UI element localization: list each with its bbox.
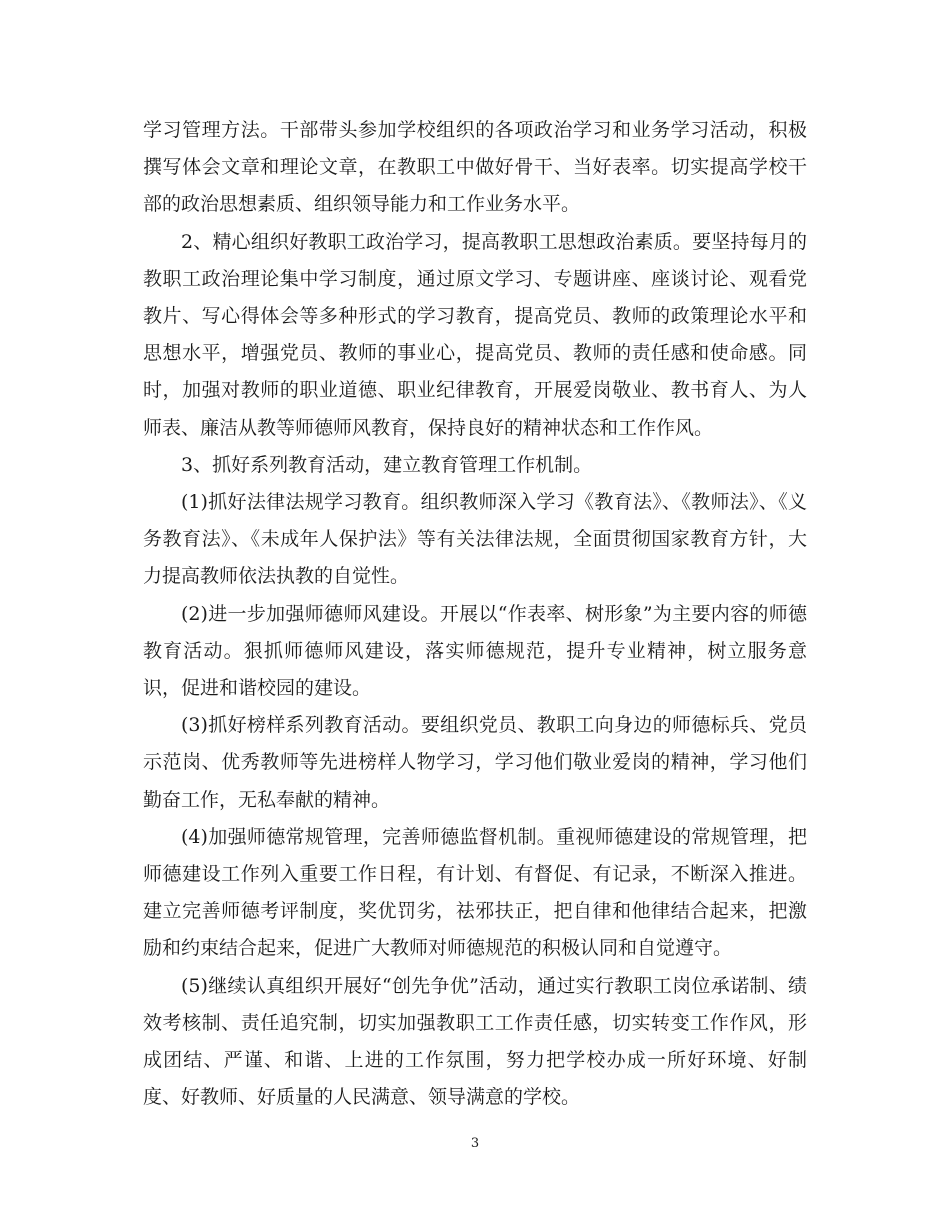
paragraph-subitem-1: (1)抓好法律法规学习教育。组织教师深入学习《教育法》、《教师法》、《义务教育法》、《未成年人保护法》等有关法律法规，全面贯彻国家教育方针，大力提高教师依法执教的自觉性。 [143, 491, 807, 588]
page-number: 3 [470, 1136, 480, 1151]
paragraph-subitem-2: (2)进一步加强师德师风建设。开展以“作表率、树形象”为主要内容的师德教育活动。狠抓师德师风建设，落实师德规范，提升专业精神，树立服务意识，促进和谐校园的建设。 [143, 602, 807, 700]
document-body [143, 112, 807, 1116]
paragraph-subitem-4: (4)加强师德常规管理，完善师德监督机制。重视师德建设的常规管理，把师德建设工作列入重要工作日程，有计划、有督促、有记录，不断深入推进。建立完善师德考评制度，奖优罚劣，祛邪扶正，把自律和他律结合起来，把激励和约束结合起来，促进广大教师对师德规范的积极认同和自觉遵守。 [143, 825, 807, 960]
paragraph-subitem-5: (5)继续认真组织开展好“创先争优”活动，通过实行教职工岗位承诺制、绩效考核制、责任追究制，切实加强教职工工作责任感，切实转变工作作风，形成团结、严谨、和谐、上进的工作氛围，努力把学校办成一所好环境、好制度、好教师、好质量的人民满意、领导满意的学校。 [143, 974, 807, 1109]
paragraph-item-2: 2、精心组织好教职工政治学习，提高教职工思想政治素质。要坚持每月的教职工政治理论集中学习制度，通过原文学习、专题讲座、座谈讨论、观看党教片、写心得体会等多种形式的学习教育，提高党员、教师的政策理论水平和思想水平，增强党员、教师的事业心，提高党员、教师的责任感和使命感。同时，加强对教师的职业道德、职业纪律教育，开展爱岗敬业、教书育人、为人师表、廉洁从教等师德师风教育，保持良好的精神状态和工作作风。 [143, 230, 807, 439]
paragraph-subitem-3: (3)抓好榜样系列教育活动。要组织党员、教职工向身边的师德标兵、党员示范岗、优秀教师等先进榜样人物学习，学习他们敬业爱岗的精神，学习他们勤奋工作，无私奉献的精神。 [143, 714, 807, 811]
paragraph-continued: 学习管理方法。干部带头参加学校组织的各项政治学习和业务学习活动，积极撰写体会文章和理论文章，在教职工中做好骨干、当好表率。切实提高学校干部的政治思想素质、组织领导能力和工作业务水平。 [143, 119, 807, 216]
paragraph-item-3: 3、抓好系列教育活动，建立教育管理工作机制。 [181, 453, 593, 476]
